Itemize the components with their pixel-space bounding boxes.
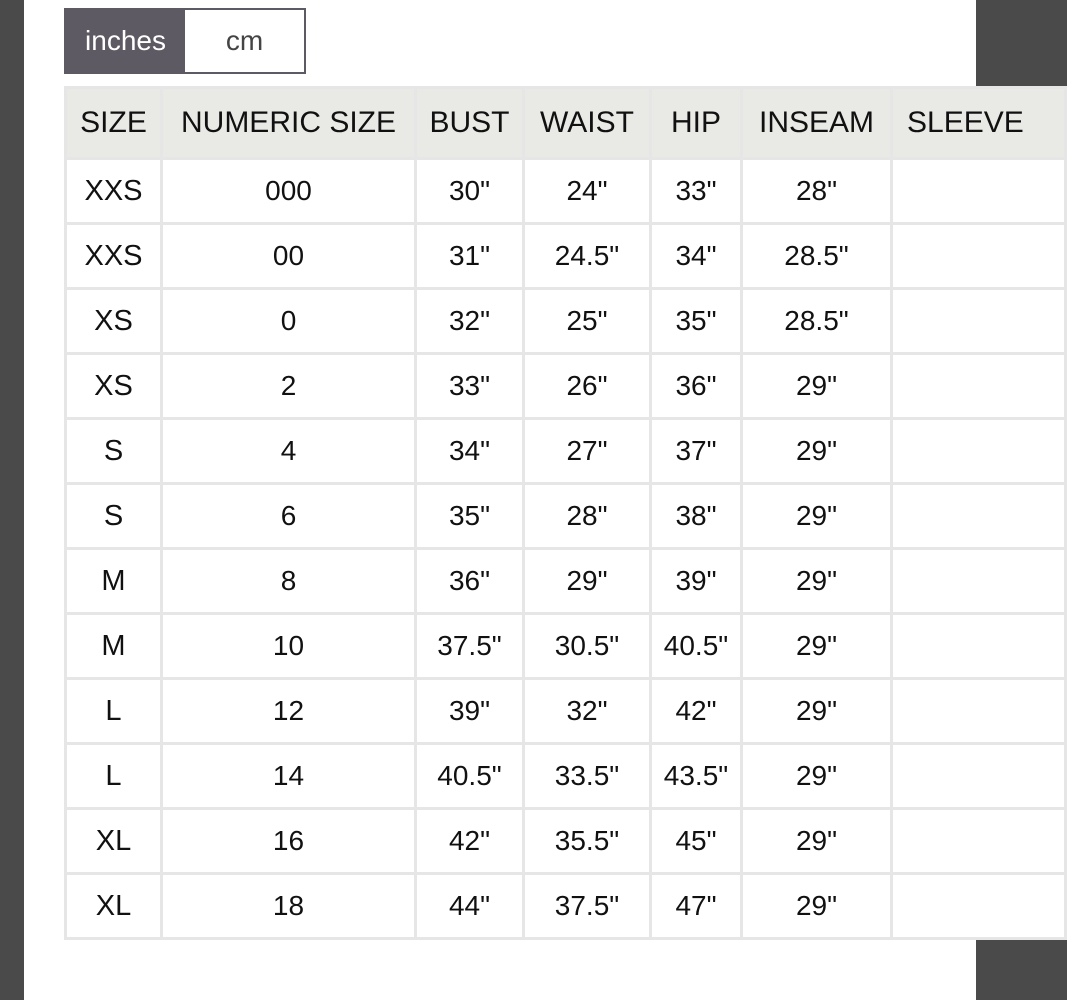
size-chart-table xyxy=(64,86,1067,940)
waist-cell: 29" xyxy=(524,549,651,614)
size-cell: XXS xyxy=(66,224,162,289)
size-chart-modal xyxy=(24,0,1024,1000)
hip-cell: 37" xyxy=(651,419,742,484)
size-cell: L xyxy=(66,679,162,744)
bust-cell: 32" xyxy=(416,289,524,354)
hip-cell: 40.5" xyxy=(651,614,742,679)
inseam-cell: 29" xyxy=(742,744,892,809)
numeric-size-cell: 10 xyxy=(162,614,416,679)
numeric-size-cell: 0 xyxy=(162,289,416,354)
bust-cell: 40.5" xyxy=(416,744,524,809)
bust-cell: 33" xyxy=(416,354,524,419)
inseam-cell: 29" xyxy=(742,614,892,679)
hip-cell: 38" xyxy=(651,484,742,549)
inches-toggle-button[interactable]: inches xyxy=(66,10,185,72)
hip-cell: 47" xyxy=(651,874,742,939)
waist-cell: 35.5" xyxy=(524,809,651,874)
numeric-size-cell: 4 xyxy=(162,419,416,484)
hip-cell: 33" xyxy=(651,159,742,224)
column-header-bust: BUST xyxy=(416,88,524,159)
inseam-cell: 29" xyxy=(742,354,892,419)
column-header-size: SIZE xyxy=(66,88,162,159)
bust-cell: 30" xyxy=(416,159,524,224)
waist-cell: 28" xyxy=(524,484,651,549)
table-row xyxy=(66,679,1066,744)
size-cell: S xyxy=(66,419,162,484)
sleeve-cell xyxy=(892,224,1066,289)
size-cell: M xyxy=(66,549,162,614)
hip-cell: 36" xyxy=(651,354,742,419)
bust-cell: 42" xyxy=(416,809,524,874)
sleeve-cell xyxy=(892,744,1066,809)
size-cell: XS xyxy=(66,289,162,354)
inseam-cell: 29" xyxy=(742,484,892,549)
numeric-size-cell: 8 xyxy=(162,549,416,614)
sleeve-cell xyxy=(892,159,1066,224)
bust-cell: 37.5" xyxy=(416,614,524,679)
waist-cell: 32" xyxy=(524,679,651,744)
numeric-size-cell: 2 xyxy=(162,354,416,419)
bust-cell: 35" xyxy=(416,484,524,549)
column-header-inseam: INSEAM xyxy=(742,88,892,159)
sleeve-cell xyxy=(892,614,1066,679)
size-cell: XXS xyxy=(66,159,162,224)
size-cell: S xyxy=(66,484,162,549)
table-row xyxy=(66,224,1066,289)
table-row xyxy=(66,289,1066,354)
inseam-cell: 29" xyxy=(742,419,892,484)
inseam-cell: 28.5" xyxy=(742,289,892,354)
sleeve-cell xyxy=(892,874,1066,939)
size-cell: L xyxy=(66,744,162,809)
cm-toggle-button[interactable]: cm xyxy=(185,10,304,72)
bust-cell: 31" xyxy=(416,224,524,289)
waist-cell: 24" xyxy=(524,159,651,224)
table-row xyxy=(66,744,1066,809)
hip-cell: 45" xyxy=(651,809,742,874)
numeric-size-cell: 00 xyxy=(162,224,416,289)
numeric-size-cell: 6 xyxy=(162,484,416,549)
column-header-hip: HIP xyxy=(651,88,742,159)
table-row xyxy=(66,614,1066,679)
column-header-numeric-size: NUMERIC SIZE xyxy=(162,88,416,159)
hip-cell: 35" xyxy=(651,289,742,354)
numeric-size-cell: 18 xyxy=(162,874,416,939)
waist-cell: 37.5" xyxy=(524,874,651,939)
bust-cell: 44" xyxy=(416,874,524,939)
size-cell: XL xyxy=(66,809,162,874)
sleeve-cell xyxy=(892,679,1066,744)
waist-cell: 24.5" xyxy=(524,224,651,289)
sleeve-cell xyxy=(892,419,1066,484)
inseam-cell: 29" xyxy=(742,679,892,744)
waist-cell: 25" xyxy=(524,289,651,354)
numeric-size-cell: 12 xyxy=(162,679,416,744)
waist-cell: 33.5" xyxy=(524,744,651,809)
bust-cell: 39" xyxy=(416,679,524,744)
table-row xyxy=(66,354,1066,419)
size-cell: XL xyxy=(66,874,162,939)
sleeve-cell xyxy=(892,354,1066,419)
size-chart-header-row xyxy=(66,88,1066,159)
waist-cell: 30.5" xyxy=(524,614,651,679)
table-row xyxy=(66,809,1066,874)
sleeve-cell xyxy=(892,484,1066,549)
inseam-cell: 29" xyxy=(742,809,892,874)
bust-cell: 36" xyxy=(416,549,524,614)
table-row xyxy=(66,419,1066,484)
inseam-cell: 28" xyxy=(742,159,892,224)
size-cell: XS xyxy=(66,354,162,419)
sleeve-cell xyxy=(892,289,1066,354)
inseam-cell: 28.5" xyxy=(742,224,892,289)
hip-cell: 39" xyxy=(651,549,742,614)
table-row xyxy=(66,549,1066,614)
column-header-waist: WAIST xyxy=(524,88,651,159)
inseam-cell: 29" xyxy=(742,549,892,614)
size-chart-body xyxy=(66,159,1066,939)
hip-cell: 43.5" xyxy=(651,744,742,809)
numeric-size-cell: 16 xyxy=(162,809,416,874)
hip-cell: 34" xyxy=(651,224,742,289)
hip-cell: 42" xyxy=(651,679,742,744)
table-row xyxy=(66,484,1066,549)
unit-toggle xyxy=(64,8,306,74)
inseam-cell: 29" xyxy=(742,874,892,939)
table-row xyxy=(66,874,1066,939)
bust-cell: 34" xyxy=(416,419,524,484)
numeric-size-cell: 000 xyxy=(162,159,416,224)
numeric-size-cell: 14 xyxy=(162,744,416,809)
sleeve-cell xyxy=(892,549,1066,614)
size-cell: M xyxy=(66,614,162,679)
waist-cell: 26" xyxy=(524,354,651,419)
size-chart-scroll-area[interactable] xyxy=(64,86,1024,974)
waist-cell: 27" xyxy=(524,419,651,484)
table-row xyxy=(66,159,1066,224)
column-header-sleeve: SLEEVE xyxy=(892,88,1066,159)
sleeve-cell xyxy=(892,809,1066,874)
